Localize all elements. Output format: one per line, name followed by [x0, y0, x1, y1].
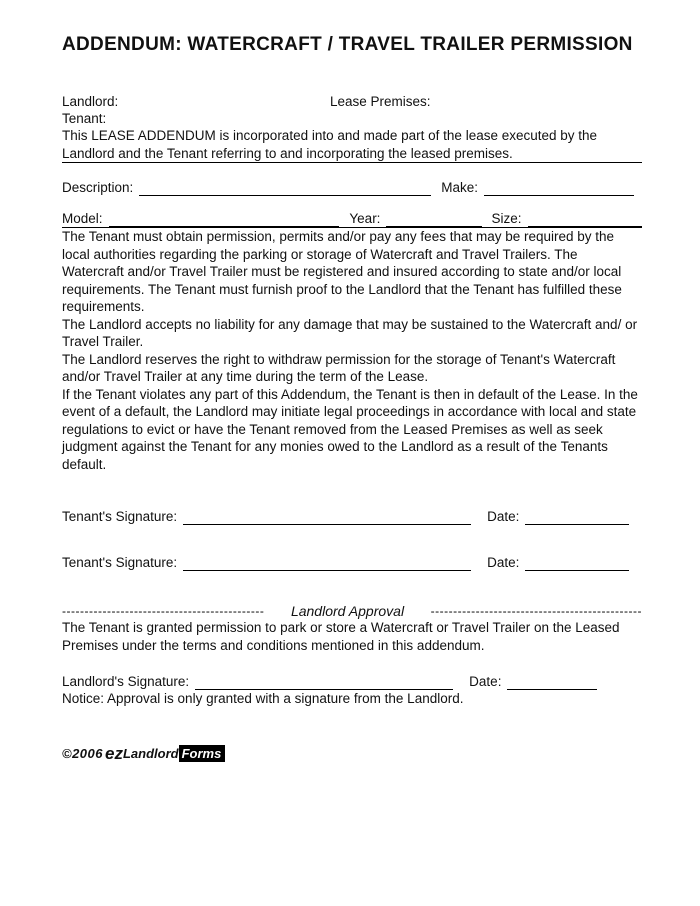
tenant-signature-blank-line: [183, 510, 471, 525]
date-label: Date:: [469, 674, 502, 689]
footer-brand: [62, 744, 642, 764]
landlord-signature-row: [62, 674, 642, 690]
landlord-approval-divider: [62, 603, 642, 619]
tenant-signature-row-2: [62, 555, 642, 571]
lease-premises-label: Lease Premises:: [330, 94, 431, 109]
notice-text: Notice: Approval is only granted with a signature from the Landlord.: [62, 691, 464, 706]
divider-dashes-left: ---------------------------------------------: [62, 604, 265, 618]
model-year-size-row: [62, 211, 642, 227]
intro-paragraph: This LEASE ADDENDUM is incorporated into and made part of the lease executed by the Landlord and the Tenant referring to and incorporating the leased premises.: [62, 128, 598, 161]
page-title: ADDENDUM: WATERCRAFT / TRAVEL TRAILER PERMISSION: [62, 34, 633, 55]
landlord-approval-heading: Landlord Approval: [290, 603, 405, 619]
liability-paragraph: The Landlord accepts no liability for any damage that may be sustained to the Watercraft and/ or Travel Trailer.: [62, 316, 638, 349]
permits-paragraph: The Tenant must obtain permission, permits and/or pay any fees that may be required by the local authorities regarding the parking or storage of Watercraft and Travel Trailers. The Watercraft and/or Travel Trailer must be registered and insured according to state and/or local requirements. The Tenant must furnish proof to the Landlord that the Tenant has fulfilled these requirements.: [62, 229, 622, 314]
landlord-signature-blank-line: [195, 675, 453, 690]
brand-landlord-text: Landlord: [122, 746, 179, 761]
date-label: Date:: [487, 509, 520, 524]
year-label: Year:: [349, 211, 381, 226]
parties-header: [62, 93, 642, 127]
divider-dashes-right: -----------------------------------------------: [430, 604, 642, 618]
model-label: Model:: [62, 211, 103, 226]
description-blank-line: [139, 181, 431, 196]
landlord-signature-label: Landlord's Signature:: [62, 674, 190, 689]
model-blank-line: [109, 212, 340, 227]
default-paragraph: If the Tenant violates any part of this Addendum, the Tenant is then in default of the Lease. In the event of a default, the Landlord may initiate legal proceedings in accordance with local and state regulations to evict or have the Tenant removed from the Leased Premises as well as seek judgment against the Tenant for any monies owed to the Landlord as a result of the Tenants default.: [62, 386, 638, 472]
brand-forms-badge: Forms: [179, 745, 226, 762]
landlord-label: Landlord:: [62, 94, 119, 109]
copyright-text: ©2006: [62, 746, 103, 761]
size-blank-line: [528, 212, 642, 227]
year-blank-line: [386, 212, 481, 227]
description-label: Description:: [62, 180, 134, 195]
withdraw-paragraph: The Landlord reserves the right to withdraw permission for the storage of Tenant's Watercraft and/or Travel Trailer at any time during the term of the Lease.: [62, 351, 616, 384]
approval-paragraph: The Tenant is granted permission to park or store a Watercraft or Travel Trailer on the Leased Premises under the terms and conditions mentioned in this addendum.: [62, 620, 620, 653]
date-blank-line: [507, 675, 597, 690]
brand-ez-logo: ez: [105, 743, 123, 763]
tenant-signature-label: Tenant's Signature:: [62, 555, 178, 570]
horizontal-rule-top: [62, 162, 642, 163]
date-blank-line: [525, 556, 629, 571]
make-label: Make:: [441, 180, 479, 195]
size-label: Size:: [491, 211, 522, 226]
tenant-signature-blank-line: [183, 556, 471, 571]
make-blank-line: [484, 181, 634, 196]
tenant-label: Tenant:: [62, 111, 107, 126]
tenant-signature-label: Tenant's Signature:: [62, 509, 178, 524]
description-make-row: [62, 180, 642, 196]
tenant-signature-row-1: [62, 509, 642, 525]
date-label: Date:: [487, 555, 520, 570]
date-blank-line: [525, 510, 629, 525]
